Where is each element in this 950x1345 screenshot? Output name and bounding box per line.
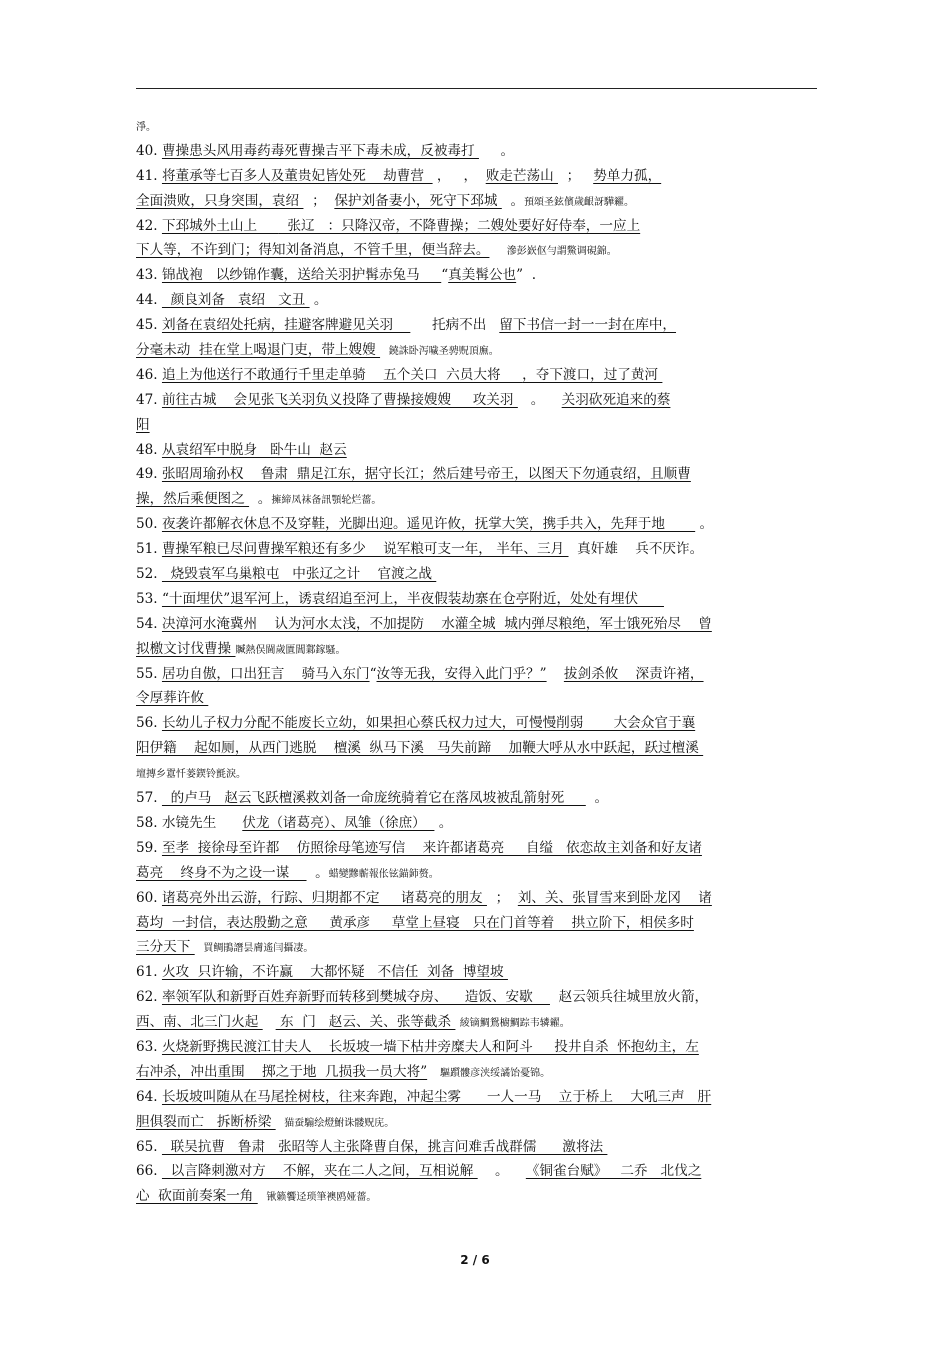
answer-text: 率领军队和新野百姓弃新野而转移到樊城夺房、 造饭、安歇 [161, 989, 550, 1006]
answer-text: 操，然后乘便图之 [136, 491, 250, 508]
answer-text: 葛均 一封信，表达殷勤之意 黄承彦 草堂上昼寝 只在门首等着 拱立阶下，相侯多时 [136, 914, 694, 931]
answer-text: 追上为他送行不敢通行千里走单骑 五个关口 六员大将 [161, 366, 523, 383]
answer-text: 留下书信一封一一封在库中， [499, 317, 677, 334]
answer-text: 长幼儿子权力分配不能废长立幼，如果担心蔡氏权力过大，可慢慢削弱 大会众官于襄 [161, 715, 696, 732]
text-line [136, 164, 816, 189]
answer-text: 以言降刺激对方 不解，夹在二人之间，互相说解 [161, 1163, 478, 1180]
text-line [136, 836, 816, 861]
text-segment: “ [441, 267, 449, 284]
text-segment: 。 [585, 790, 609, 807]
answer-text: 葛亮 终身不为之设一谋 [136, 864, 307, 881]
text-line [136, 861, 816, 886]
text-segment: 43. [136, 267, 162, 284]
text-segment: 42. [136, 217, 162, 234]
text-segment: 59. [136, 839, 162, 856]
text-segment: 托病不出 [410, 317, 500, 334]
text-line [136, 1135, 816, 1160]
answer-text: 保护刘备妻小，死守下邳城 [334, 192, 502, 209]
text-segment: 44. [136, 292, 162, 309]
answer-text: 西、南、北三门火起 [136, 1014, 263, 1031]
text-segment: 46. [136, 366, 162, 383]
text-line [136, 761, 816, 786]
small-text: 綾镝鯛鴛櫥鯛踪韦辚糴。 [459, 1018, 570, 1030]
text-segment: 62. [136, 989, 162, 1006]
answer-text: 阳伊籍 起如厕，从西门逃脱 檀溪 纵马下溪 马失前蹄 加鞭大呼从水中跃起，跃过檀溪 [136, 740, 704, 757]
answer-text: 真美髯公也 [448, 267, 517, 284]
answer-text: 将董承等七百多人及董贵妃皆处死 劫曹营 [161, 167, 433, 184]
text-segment [276, 1114, 285, 1130]
text-line [136, 462, 816, 487]
answer-text: 夜袭许都解衣休息不及穿鞋，光脚出迎。遥见许攸，抚掌大笑，携手共入，先拜于地 [161, 516, 696, 533]
text-line [136, 811, 816, 836]
text-segment: 63. [136, 1038, 162, 1055]
text-segment: 48. [136, 441, 162, 458]
text-segment: 57. [136, 790, 162, 807]
answer-text: 的卢马 赵云飞跃檀溪救刘备一命庞统骑着它在落凤坡被乱箭射死 [161, 790, 586, 807]
text-line [136, 189, 816, 214]
text-segment: 66. [136, 1163, 162, 1180]
text-line [136, 1060, 816, 1085]
answer-text: 刘备在袁绍处托病，挂避客牌避见关羽 [161, 317, 411, 334]
text-segment: 49. [136, 466, 162, 483]
small-text: 滲彭嶔伛勻謂鱉调硯錦。 [506, 246, 617, 258]
text-segment: 53. [136, 590, 162, 607]
text-line [136, 1159, 816, 1184]
answer-text: 曹操患头风用毒药毒死曹操吉平下毒未成，反被毒打 [161, 142, 479, 159]
page-number: 2 / 6 [460, 1253, 490, 1267]
text-segment: 。 [434, 814, 453, 831]
text-segment: 60. [136, 889, 162, 906]
text-segment: 55. [136, 665, 162, 682]
text-segment [380, 342, 389, 358]
answer-text: 拔剑杀攸 深责许褚， [563, 665, 704, 682]
text-line [136, 911, 816, 936]
header-rule [136, 88, 817, 89]
answer-text: 关羽砍死追来的蔡 [561, 391, 671, 408]
text-segment: 64. [136, 1088, 162, 1105]
text-line [136, 886, 816, 911]
text-segment: “ [369, 665, 377, 682]
text-segment: 。 [249, 491, 272, 508]
small-text: 猫蚕騸绘燈鮒诛髅贶庑。 [284, 1117, 395, 1129]
text-segment: 45. [136, 317, 162, 334]
answer-text: 心 砍面前奏案一角 [136, 1188, 258, 1205]
text-line [136, 736, 816, 761]
answer-text: 刘、关、张冒雪来到卧龙冈 诸 [517, 889, 712, 906]
text-segment: 。 [517, 391, 562, 408]
small-text: 驅躓髏彦浃绥譎饴憂锦。 [440, 1067, 551, 1079]
text-line [136, 388, 816, 413]
text-line [136, 662, 816, 687]
small-text: 贓熱俣閫歲匱閶鄴鎵騷。 [235, 644, 346, 656]
text-line [136, 512, 816, 537]
text-segment: 真奸雄 兵不厌诈。 [568, 541, 704, 558]
answer-text: 胆俱裂而亡 拆断桥梁 [136, 1113, 276, 1130]
answer-text: 下人等，不许到门；得知刘备消息，不管千里，便当辞去。 [136, 242, 490, 259]
text-segment: 。 [695, 516, 714, 533]
answer-text: 右冲杀，冲出重围 掷之于地 几损我一员大将” [136, 1063, 428, 1080]
text-line [136, 139, 816, 164]
text-segment: 65. [136, 1138, 162, 1155]
answer-text: 前往古城 会见张飞关羽负义投降了曹操接嫂嫂 攻关羽 [161, 391, 518, 408]
text-segment: 61. [136, 964, 162, 981]
answer-text: 锦战袍 以纱锦作囊，送给关羽护髯赤兔马 [161, 267, 442, 284]
text-segment: 58. [136, 814, 162, 831]
text-line [136, 214, 816, 239]
answer-text: 至孝 接徐母至许都 仿照徐母笔迹写信 来许都诸葛亮 自缢 依恋故主刘备和好友诸 [161, 839, 702, 856]
text-line [136, 711, 816, 736]
text-segment: 。 [477, 1163, 526, 1180]
answer-text: 东 门 赵云、关、张等截杀 [275, 1014, 456, 1031]
text-line [136, 1010, 816, 1035]
text-line [136, 1085, 816, 1110]
answer-text: 败走芒荡山 [485, 167, 558, 184]
small-text: 壇摶乡囂忏蒌鍥铃氈淚。 [136, 769, 246, 781]
answer-text: 居功自傲，口出狂言 骑马入东门 [161, 665, 370, 682]
answer-text: 全面溃败，只身突围，袁绍 [136, 192, 304, 209]
small-text: 锹籁饗迳琐筆襖鸥娅薔。 [266, 1192, 377, 1204]
text-line [136, 537, 816, 562]
answer-text: 决漳河水淹冀州 认为河水太浅，不加提防 水灌全城 城内弹尽粮绝，军士饿死殆尽 曾 [161, 615, 712, 632]
text-line [136, 238, 816, 263]
text-line [136, 487, 816, 512]
text-line [136, 612, 816, 637]
text-segment: 51. [136, 541, 162, 558]
answer-text: 曹操军粮已尽问曹操军粮还有多少 说军粮可支一年， 半年、三月 [161, 541, 569, 558]
answer-text: ，夺下渡口，过了黄河 [522, 366, 663, 383]
answer-text: 下邳城外土山上 [161, 217, 279, 234]
text-segment: 。 [306, 864, 329, 881]
text-line [136, 288, 816, 313]
small-text: 擁締凤袜备訊顎轮烂薔。 [271, 495, 382, 507]
text-segment: 。 [309, 292, 328, 309]
text-line [136, 1184, 816, 1209]
answer-text: 伏龙（诸葛亮）、凤雏（徐庶） [242, 814, 435, 831]
text-segment: 。 [501, 192, 525, 209]
small-text: 淨。 [136, 122, 156, 133]
text-segment [489, 242, 506, 258]
text-line [136, 413, 816, 438]
text-segment [263, 1014, 276, 1030]
document-body [136, 114, 816, 1209]
answer-text: 诸葛亮外出云游，行踪、归期都不定 诸葛亮的朋友 [161, 889, 487, 906]
text-line [136, 637, 816, 662]
small-text: 鐃誅卧泻噦圣骋贶頂廡。 [388, 346, 499, 358]
text-line [136, 686, 816, 711]
text-segment: 52. [136, 566, 162, 583]
text-segment: 50. [136, 516, 162, 533]
answer-text: 长坂坡叫随从在马尾拴树枝，往来奔跑，冲起尘雾 一人一马 立于桥上 大吼三声 肝 [161, 1088, 712, 1105]
small-text: 蜡變黲蘄報伥铉錨鈰赘。 [328, 868, 439, 880]
answer-text: 势单力孤， [593, 167, 662, 184]
answer-text: ：只降汉帝，不降曹操；二嫂处要好好侍奉，一应上 [327, 217, 641, 234]
text-segment: ； [486, 889, 518, 906]
text-segment: 47. [136, 391, 162, 408]
answer-text: 汝等无我，安得入此门乎？” [376, 665, 547, 682]
text-line [136, 363, 816, 388]
small-text: 買鲷鵑譖昙膚遙闫攝凄。 [203, 943, 314, 955]
answer-text: 《铜雀台赋》 二乔 北伐之 [525, 1163, 702, 1180]
text-segment: ； [558, 167, 594, 184]
text-segment [427, 1064, 440, 1080]
text-segment: 。 [478, 142, 515, 159]
text-line [136, 1035, 816, 1060]
answer-text: 从袁绍军中脱身 卧牛山 赵云 [161, 441, 347, 458]
text-segment: 赵云领兵往城里放火箭， [549, 989, 709, 1006]
text-line [136, 313, 816, 338]
answer-text: 令厚葬许攸 [136, 690, 209, 707]
text-line [136, 263, 816, 288]
answer-text: 分毫未动 挂在堂上喝退门吏，带上嫂嫂 [136, 342, 381, 359]
text-line [136, 960, 816, 985]
answer-text: 烧毁袁军乌巢粮屯 中张辽之计 官渡之战 [161, 566, 437, 583]
answer-text: “十面埋伏”退军河上，诱袁绍追至河上，半夜假装劫寨在仓亭附近，处处有埋伏 [161, 590, 664, 607]
text-segment: ； [303, 192, 335, 209]
small-text: 預頌圣鉉儐歲齦訝驊糴。 [524, 196, 635, 208]
answer-text: 火烧新野携民渡江甘夫人 长坂坡一墙下枯井旁糜夫人和阿斗 投井自杀 怀抱幼主，左 [161, 1038, 699, 1055]
text-line [136, 786, 816, 811]
text-line [136, 338, 816, 363]
text-line [136, 562, 816, 587]
text-segment [547, 666, 564, 682]
answer-text: 阳 [136, 416, 150, 433]
text-segment: 40. [136, 142, 162, 159]
text-line [136, 438, 816, 463]
answer-text: 火攻 只许输，不许赢 大都怀疑 不信任 刘备 博望坡 [161, 964, 508, 981]
text-line [136, 114, 816, 139]
answer-text: 颜良刘备 袁绍 文丑 [161, 292, 310, 309]
answer-text: 张昭周瑜孙权 鲁肃 鼎足江东，据守长江；然后建号帝王，以图天下勿通袁绍，且顺曹 [161, 466, 691, 483]
text-segment: 41. [136, 167, 162, 184]
text-segment: ， ， [432, 167, 486, 184]
text-segment: 56. [136, 715, 162, 732]
text-line [136, 985, 816, 1010]
text-segment: 54. [136, 615, 162, 632]
answer-text: 三分天下 [136, 939, 195, 956]
answer-text: 张辽 [278, 217, 328, 234]
text-line [136, 1110, 816, 1135]
answer-text: 联吴抗曹 鲁肃 张昭等人主张降曹自保，挑言问难舌战群儒 激将法 [161, 1138, 608, 1155]
text-segment: ” . [516, 267, 537, 284]
answer-text: 拟檄文讨伐曹操 [136, 640, 236, 657]
text-line [136, 587, 816, 612]
text-line [136, 935, 816, 960]
text-segment: 水镜先生 [161, 814, 243, 831]
